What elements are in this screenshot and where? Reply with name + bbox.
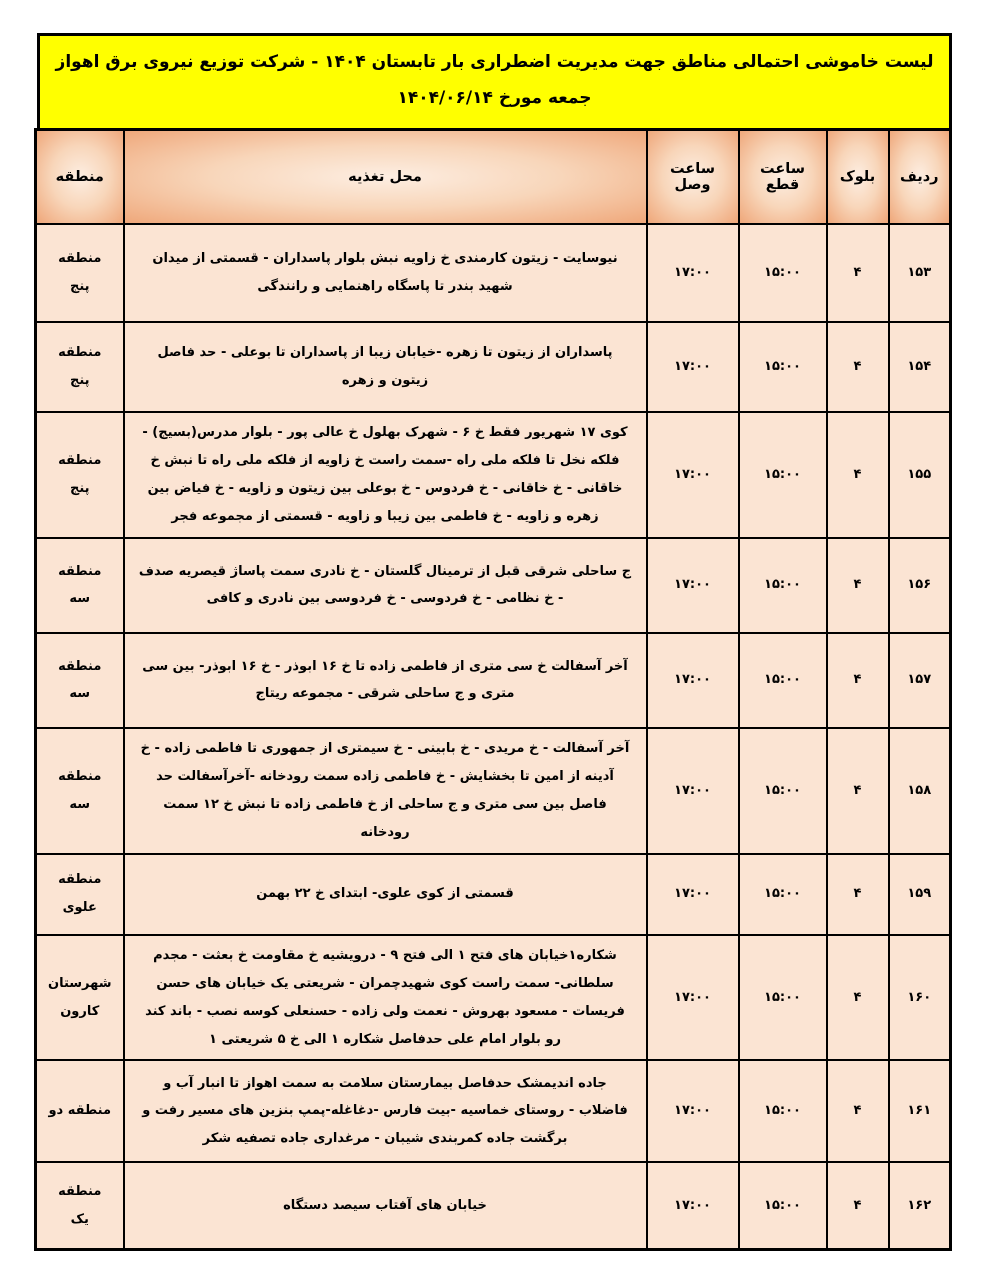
cell-location: کوی ۱۷ شهریور فقط خ ۶ - شهرک بهلول خ عالی پور - بلوار مدرس(بسیج) - فلکه نخل تا فلکه ملی راه -سمت راست خ زاویه از فلکه ملی راه تا نبش خ خاقانی - خ خاقانی - خ فردوس - خ بوعلی بین زیتون و زاویه - خ فیاض بین زهره و زاویه - خ فاطمی بین زیبا و زاویه - قسمتی از مجموعه فجر [124,412,647,538]
column-header-cut-time: ساعت قطع [739,129,827,224]
cell-radif: ۱۶۱ [889,1060,951,1162]
cell-connect-time: ۱۷:۰۰ [647,935,739,1061]
cell-cut-time: ۱۵:۰۰ [739,633,827,728]
table-row [36,633,951,728]
cell-cut-time: ۱۵:۰۰ [739,1162,827,1249]
cell-connect-time: ۱۷:۰۰ [647,538,739,633]
cell-connect-time: ۱۷:۰۰ [647,1162,739,1249]
cell-location: نیوسایت - زیتون کارمندی خ زاویه نبش بلوار پاسداران - قسمتی از میدان شهید بندر تا پاسگاه راهنمایی و رانندگی [124,224,647,322]
cell-cut-time: ۱۵:۰۰ [739,1060,827,1162]
table-header [36,129,951,224]
cell-location: شکاره۱خیابان های فتح ۱ الی فتح ۹ - درویشیه خ مقاومت خ بعثت - مجدم سلطانی- سمت راست کوی شهیدچمران - شریعتی یک خیابان های حسن فریسات - مسعود بهروش - نعمت ولی زاده - حسنعلی کوسه نصب - باند کند رو بلوار امام علی حدفاصل شکاره ۱ الی خ ۵ شریعتی ۱ [124,935,647,1061]
cell-cut-time: ۱۵:۰۰ [739,728,827,854]
cell-radif: ۱۵۸ [889,728,951,854]
header-row [36,129,951,224]
cell-radif: ۱۶۲ [889,1162,951,1249]
cell-connect-time: ۱۷:۰۰ [647,224,739,322]
cell-region: منطقه سه [36,728,124,854]
cell-location: پاسداران از زیتون تا زهره -خیابان زیبا از پاسداران تا بوعلی - حد فاصل زیتون و زهره [124,322,647,412]
cell-region: منطقه پنج [36,224,124,322]
cell-block: ۴ [827,1060,889,1162]
cell-block: ۴ [827,1162,889,1249]
cell-region: شهرستان کارون [36,935,124,1061]
cell-location: ج ساحلی شرقی قبل از ترمینال گلستان - خ نادری سمت پاساژ قیصریه صدف - خ نظامی - خ فردوسی - خ فردوسی بین نادری و کافی [124,538,647,633]
cell-block: ۴ [827,935,889,1061]
cell-region: منطقه پنج [36,412,124,538]
cell-connect-time: ۱۷:۰۰ [647,412,739,538]
column-header-connect-time: ساعت وصل [647,129,739,224]
cell-block: ۴ [827,538,889,633]
column-header-block: بلوک [827,129,889,224]
table-row [36,538,951,633]
cell-location: آخر آسفالت خ سی متری از فاطمی زاده تا خ ۱۶ ابوذر - خ ۱۶ ابوذر- بین سی متری و ج ساحلی شرقی - مجموعه ریتاج [124,633,647,728]
title-box [37,33,952,128]
outage-sheet [37,33,952,1251]
cell-block: ۴ [827,728,889,854]
cell-location: جاده اندیمشک حدفاصل بیمارستان سلامت به سمت اهواز تا انبار آب و فاضلاب - روستای خماسیه -بیت فارس -دغاغله-پمپ بنزین های مسیر رفت و برگشت جاده کمربندی شیبان - مرغداری جاده تصفیه شکر [124,1060,647,1162]
table-row [36,854,951,935]
cell-cut-time: ۱۵:۰۰ [739,412,827,538]
cell-radif: ۱۶۰ [889,935,951,1061]
cell-block: ۴ [827,633,889,728]
cell-radif: ۱۵۴ [889,322,951,412]
cell-region: منطقه سه [36,633,124,728]
cell-cut-time: ۱۵:۰۰ [739,935,827,1061]
column-header-region: منطقه [36,129,124,224]
cell-block: ۴ [827,224,889,322]
page-title: لیست خاموشی احتمالی مناطق جهت مدیریت اضطراری بار تابستان ۱۴۰۴ - شرکت توزیع نیروی برق اهواز [55,52,934,72]
cell-radif: ۱۵۹ [889,854,951,935]
cell-location: خیابان های آفتاب سیصد دستگاه [124,1162,647,1249]
table-row [36,1162,951,1249]
cell-radif: ۱۵۵ [889,412,951,538]
cell-radif: ۱۵۷ [889,633,951,728]
cell-block: ۴ [827,412,889,538]
cell-connect-time: ۱۷:۰۰ [647,1060,739,1162]
cell-cut-time: ۱۵:۰۰ [739,224,827,322]
cell-radif: ۱۵۳ [889,224,951,322]
cell-location: قسمتی از کوی علوی- ابتدای خ ۲۲ بهمن [124,854,647,935]
table-row [36,935,951,1061]
cell-region: منطقه دو [36,1060,124,1162]
cell-cut-time: ۱۵:۰۰ [739,538,827,633]
cell-region: منطقه سه [36,538,124,633]
cell-radif: ۱۵۶ [889,538,951,633]
cell-cut-time: ۱۵:۰۰ [739,322,827,412]
cell-region: منطقه پنج [36,322,124,412]
column-header-radif: ردیف [889,129,951,224]
cell-location: آخر آسفالت - خ مریدی - خ بابینی - خ سیمتری از جمهوری تا فاطمی زاده - خ آدینه از امین تا بخشایش - خ فاطمی زاده سمت رودخانه -آخرآسفالت حد فاصل بین سی متری و ج ساحلی از خ فاطمی زاده تا نبش خ ۱۲ سمت رودخانه [124,728,647,854]
cell-block: ۴ [827,854,889,935]
cell-region: منطقه یک [36,1162,124,1249]
cell-cut-time: ۱۵:۰۰ [739,854,827,935]
table-row [36,728,951,854]
cell-region: منطقه علوی [36,854,124,935]
table-row [36,322,951,412]
cell-connect-time: ۱۷:۰۰ [647,854,739,935]
page-subtitle-date: جمعه مورخ ۱۴۰۴/۰۶/۱۴ [397,88,592,109]
cell-connect-time: ۱۷:۰۰ [647,322,739,412]
outage-table [34,128,952,1251]
cell-connect-time: ۱۷:۰۰ [647,728,739,854]
table-row [36,1060,951,1162]
cell-block: ۴ [827,322,889,412]
table-body [36,224,951,1249]
table-row [36,224,951,322]
cell-connect-time: ۱۷:۰۰ [647,633,739,728]
column-header-location: محل تغذیه [124,129,647,224]
table-row [36,412,951,538]
